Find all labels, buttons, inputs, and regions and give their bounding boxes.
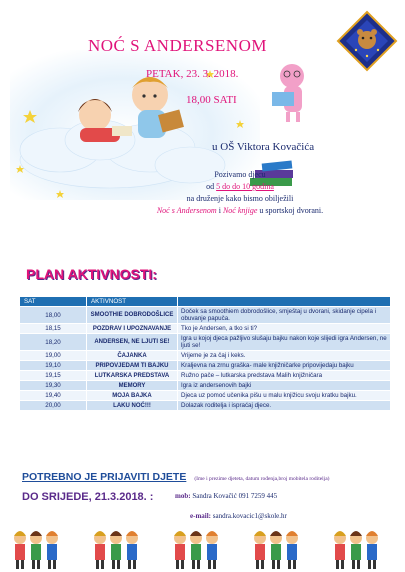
row-time: 20,00 [20, 401, 87, 411]
page-title: NOĆ S ANDERSENOM [88, 36, 267, 55]
table-row [20, 401, 391, 411]
table-row [20, 351, 391, 361]
table-row [20, 391, 391, 401]
table-header-row [20, 297, 391, 307]
table-row [20, 381, 391, 391]
school-logo [336, 10, 398, 72]
row-activity: PRIPOVJEDAM TI BAJKU [87, 361, 178, 371]
row-time: 19,30 [20, 381, 87, 391]
row-activity: LAKU NOĆ!!! [87, 401, 178, 411]
invitation-line-1: Pozivamo djecu [214, 170, 266, 179]
deadline: DO SRIJEDE, 21.3.2018. : [22, 491, 154, 503]
pig-figure [272, 64, 304, 122]
row-time: 18,20 [20, 334, 87, 351]
registration-note: POTREBNO JE PRIJAVITI DJETE (Ime i prezime djeteta, datum rođenja,broj mobitela roditelja) [22, 471, 330, 483]
row-time: 19,00 [20, 351, 87, 361]
row-activity: MOJA BAJKA [87, 391, 178, 401]
column-header-activity: AKTIVNOST [87, 297, 178, 307]
row-activity: MEMORY [87, 381, 178, 391]
row-activity: SMOOTHIE DOBRODOŠLICE [87, 307, 178, 324]
invitation-line-4: Noć s Andersenom i Noć knjige u sportskoj dvorani. [156, 206, 324, 215]
row-description: Igra u kojoj djeca pažljivo slušaju bajku nakon koje slijedi igra Andersen, ne ljuti se! [178, 334, 391, 351]
row-description: Ružno pače – lutkarska predstava Malih knjižničara [178, 371, 391, 381]
row-description: Igra iz andersenovih bajki [178, 381, 391, 391]
table-row [20, 324, 391, 334]
table-row [20, 371, 391, 381]
row-activity: POZDRAV I UPOZNAVANJE [87, 324, 178, 334]
row-time: 19,40 [20, 391, 87, 401]
row-description: Kraljevna na zrnu graška- male knjižničarke pripovijedaju bajku [178, 361, 391, 371]
row-description: Djeca uz pomoć učenika pišu u malu knjižicu svoju kratku bajku. [178, 391, 391, 401]
event-time: 18,00 SATI [186, 94, 237, 106]
invitation-line-2: od 5 do do 10 godina [206, 182, 274, 191]
row-description: Vrijeme je za čaj i keks. [178, 351, 391, 361]
row-time: 18,00 [20, 307, 87, 324]
row-time: 19,15 [20, 371, 87, 381]
row-time: 18,15 [20, 324, 87, 334]
table-row [20, 307, 391, 324]
column-header-description [178, 297, 391, 307]
age-range: 5 do do 10 godina [216, 182, 274, 191]
column-header-time: SAT [20, 297, 87, 307]
contact-phone: mob: Sandra Kovačić 091 7259 445 [175, 492, 278, 500]
row-description: Dolazak roditelja i ispraćaj djece. [178, 401, 391, 411]
row-activity: LUTKARSKA PREDSTAVA [87, 371, 178, 381]
invitation-line-3: na druženje kako bismo obilježili [186, 194, 294, 203]
row-description: Doček sa smoothiem dobrodošlice, smještaj u dvorani, skidanje cipela i obuvanje papuča. [178, 307, 391, 324]
row-activity: ANDERSEN, NE LJUTI SE! [87, 334, 178, 351]
row-activity: ČAJANKA [87, 351, 178, 361]
row-description: Tko je Andersen, a tko si ti? [178, 324, 391, 334]
schedule-table [19, 296, 391, 411]
table-row [20, 334, 391, 351]
footer-illustration [0, 528, 405, 572]
plan-heading: PLAN AKTIVNOSTI: [26, 266, 157, 282]
contact-email: e-mail: sandra.kovacic1@skole.hr [190, 512, 287, 520]
event-location: u OŠ Viktora Kovačića [212, 141, 315, 153]
event-date: PETAK, 23. 3. 2018. [146, 68, 239, 80]
row-time: 19,10 [20, 361, 87, 371]
table-row [20, 361, 391, 371]
